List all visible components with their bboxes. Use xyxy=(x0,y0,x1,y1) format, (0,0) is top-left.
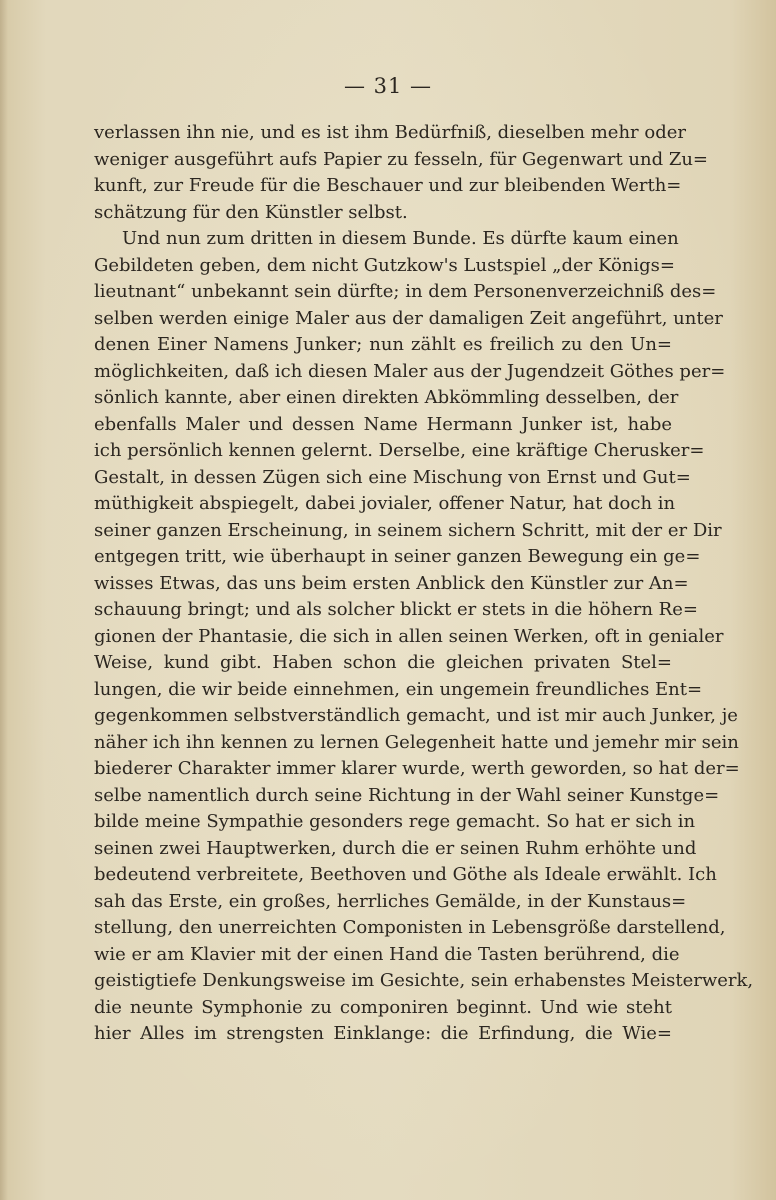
text-line: seinen zwei Hauptwerken, durch die er seinen Ruhm erhöhte und xyxy=(94,837,697,859)
text-line: verlassen ihn nie, und es ist ihm Bedürfniß, dieselben mehr oder xyxy=(94,122,686,143)
text-line: Weise, kund gibt. Haben schon die gleichen privaten Stel= xyxy=(94,652,672,673)
text-line: sah das Erste, ein großes, herrliches Gemälde, in der Kunstaus= xyxy=(94,890,687,912)
text-line: wie er am Klavier mit der einen Hand die Tasten berührend, die xyxy=(94,943,680,965)
text-line: weniger ausgeführt aufs Papier zu fesseln, für Gegenwart und Zu= xyxy=(94,148,709,170)
text-line: geistigtiefe Denkungsweise im Gesichte, sein erhabenstes Meisterwerk, xyxy=(94,970,754,991)
text-line: denen Einer Namens Junker; nun zählt es freilich zu den Un= xyxy=(94,334,672,355)
text-line: kunft, zur Freude für die Beschauer und zur bleibenden Werth= xyxy=(94,175,682,196)
text-line: schauung bringt; und als solcher blickt er stets in die höhern Re= xyxy=(94,599,698,620)
text-line: bilde meine Sympathie gesonders rege gemacht. So hat er sich in xyxy=(94,811,696,832)
text-line: Gestalt, in dessen Zügen sich eine Mischung von Ernst und Gut= xyxy=(94,466,691,488)
text-line: gegenkommen selbstverständlich gemacht, und ist mir auch Junker, je xyxy=(94,705,738,726)
text-line: müthigkeit abspiegelt, dabei jovialer, offener Natur, hat doch in xyxy=(94,493,676,514)
text-line: bedeutend verbreitete, Beethoven und Göthe als Ideale erwählt. Ich xyxy=(94,864,717,885)
text-line: Und nun zum dritten in diesem Bunde. Es dürfte kaum einen xyxy=(122,228,679,249)
body-text xyxy=(94,120,754,1048)
text-line: Gebildeten geben, dem nicht Gutzkow's Lustspiel „der Königs= xyxy=(94,254,676,276)
text-line: ebenfalls Maler und dessen Name Hermann Junker ist, habe xyxy=(94,413,672,435)
text-line: seiner ganzen Erscheinung, in seinem sichern Schritt, mit der er Dir xyxy=(94,519,722,541)
text-line: sönlich kannte, aber einen direkten Abkömmling desselben, der xyxy=(94,387,679,408)
text-line: ich persönlich kennen gelernt. Derselbe, eine kräftige Cherusker= xyxy=(94,440,705,461)
text-line: selben werden einige Maler aus der damaligen Zeit angeführt, unter xyxy=(94,307,723,329)
text-line: gionen der Phantasie, die sich in allen seinen Werken, oft in genialer xyxy=(94,625,724,647)
text-line: selbe namentlich durch seine Richtung in der Wahl seiner Kunstge= xyxy=(94,784,720,806)
text-line: möglichkeiten, daß ich diesen Maler aus der Jugendzeit Göthes per= xyxy=(94,360,726,382)
page-number: — 31 — xyxy=(343,74,433,98)
text-line: wisses Etwas, das uns beim ersten Anblick den Künstler zur An= xyxy=(94,572,689,594)
text-line: lieutnant“ unbekannt sein dürfte; in dem Personenverzeichniß des= xyxy=(94,281,717,302)
text-line: entgegen tritt, wie überhaupt in seiner ganzen Bewegung ein ge= xyxy=(94,546,701,567)
text-line: biederer Charakter immer klarer wurde, werth geworden, so hat der= xyxy=(94,758,740,779)
page-edge-shadow xyxy=(0,0,8,1200)
text-line: hier Alles im strengsten Einklange: die Erfindung, die Wie= xyxy=(94,1023,672,1044)
text-line: die neunte Symphonie zu componiren beginnt. Und wie steht xyxy=(94,996,672,1018)
text-line: stellung, den unerreichten Componisten in Lebensgröße darstellend, xyxy=(94,917,726,938)
text-line: näher ich ihn kennen zu lernen Gelegenheit hatte und jemehr mir sein xyxy=(94,731,739,753)
text-line: lungen, die wir beide einnehmen, ein ungemein freundliches Ent= xyxy=(94,678,703,700)
text-line: schätzung für den Künstler selbst. xyxy=(94,201,408,223)
